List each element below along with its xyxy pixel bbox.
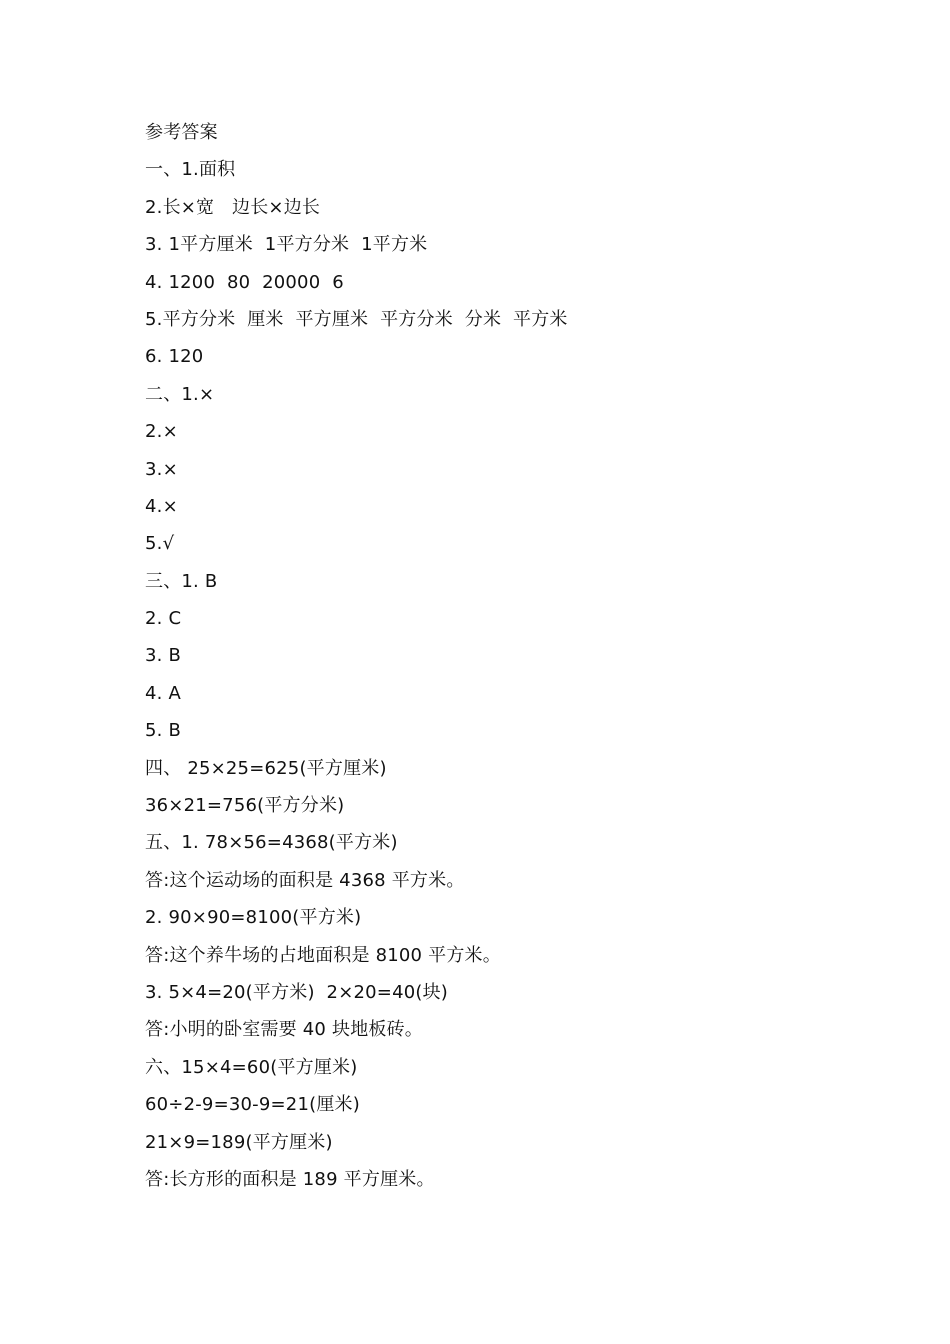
section-5-item-1-calc: 五、1. 78×56=4368(平方米): [145, 832, 398, 854]
section-3-item-5: 5. B: [145, 720, 182, 742]
section-6-line-3: 21×9=189(平方厘米): [145, 1131, 333, 1153]
section-4-line-1: 四、 25×25=625(平方厘米): [145, 757, 387, 779]
section-2-item-1: 二、1.×: [145, 383, 215, 405]
section-3-item-3: 3. B: [145, 645, 182, 667]
section-6-answer: 答:长方形的面积是 189 平方厘米。: [145, 1168, 435, 1190]
section-5-item-1-answer: 答:这个运动场的面积是 4368 平方米。: [145, 869, 465, 891]
section-4-line-2: 36×21=756(平方分米): [145, 795, 345, 817]
section-5-item-2-calc: 2. 90×90=8100(平方米): [145, 907, 362, 929]
section-2-item-2: 2.×: [145, 421, 178, 443]
section-1-item-1: 一、1.面积: [145, 159, 236, 181]
section-3-item-2: 2. C: [145, 608, 182, 630]
section-1-item-3: 3. 1平方厘米 1平方分米 1平方米: [145, 234, 428, 256]
section-5-item-3-calc: 3. 5×4=20(平方米) 2×20=40(块): [145, 981, 449, 1003]
section-1-item-6: 6. 120: [145, 346, 204, 368]
section-1-item-2: 2.长×宽 边长×边长: [145, 196, 321, 218]
section-2-item-4: 4.×: [145, 495, 178, 517]
section-1-item-4: 4. 1200 80 20000 6: [145, 271, 344, 293]
section-5-item-3-answer: 答:小明的卧室需要 40 块地板砖。: [145, 1019, 424, 1041]
section-3-item-1: 三、1. B: [145, 570, 218, 592]
answer-key: [145, 114, 568, 1198]
section-2-item-5: 5.√: [145, 533, 175, 555]
section-2-item-3: 3.×: [145, 458, 178, 480]
section-6-line-1: 六、15×4=60(平方厘米): [145, 1056, 358, 1078]
answer-key-title: 参考答案: [145, 122, 218, 143]
section-3-item-4: 4. A: [145, 682, 182, 704]
section-6-line-2: 60÷2-9=30-9=21(厘米): [145, 1094, 360, 1116]
section-5-item-2-answer: 答:这个养牛场的占地面积是 8100 平方米。: [145, 944, 501, 966]
section-1-item-5: 5.平方分米 厘米 平方厘米 平方分米 分米 平方米: [145, 308, 568, 330]
